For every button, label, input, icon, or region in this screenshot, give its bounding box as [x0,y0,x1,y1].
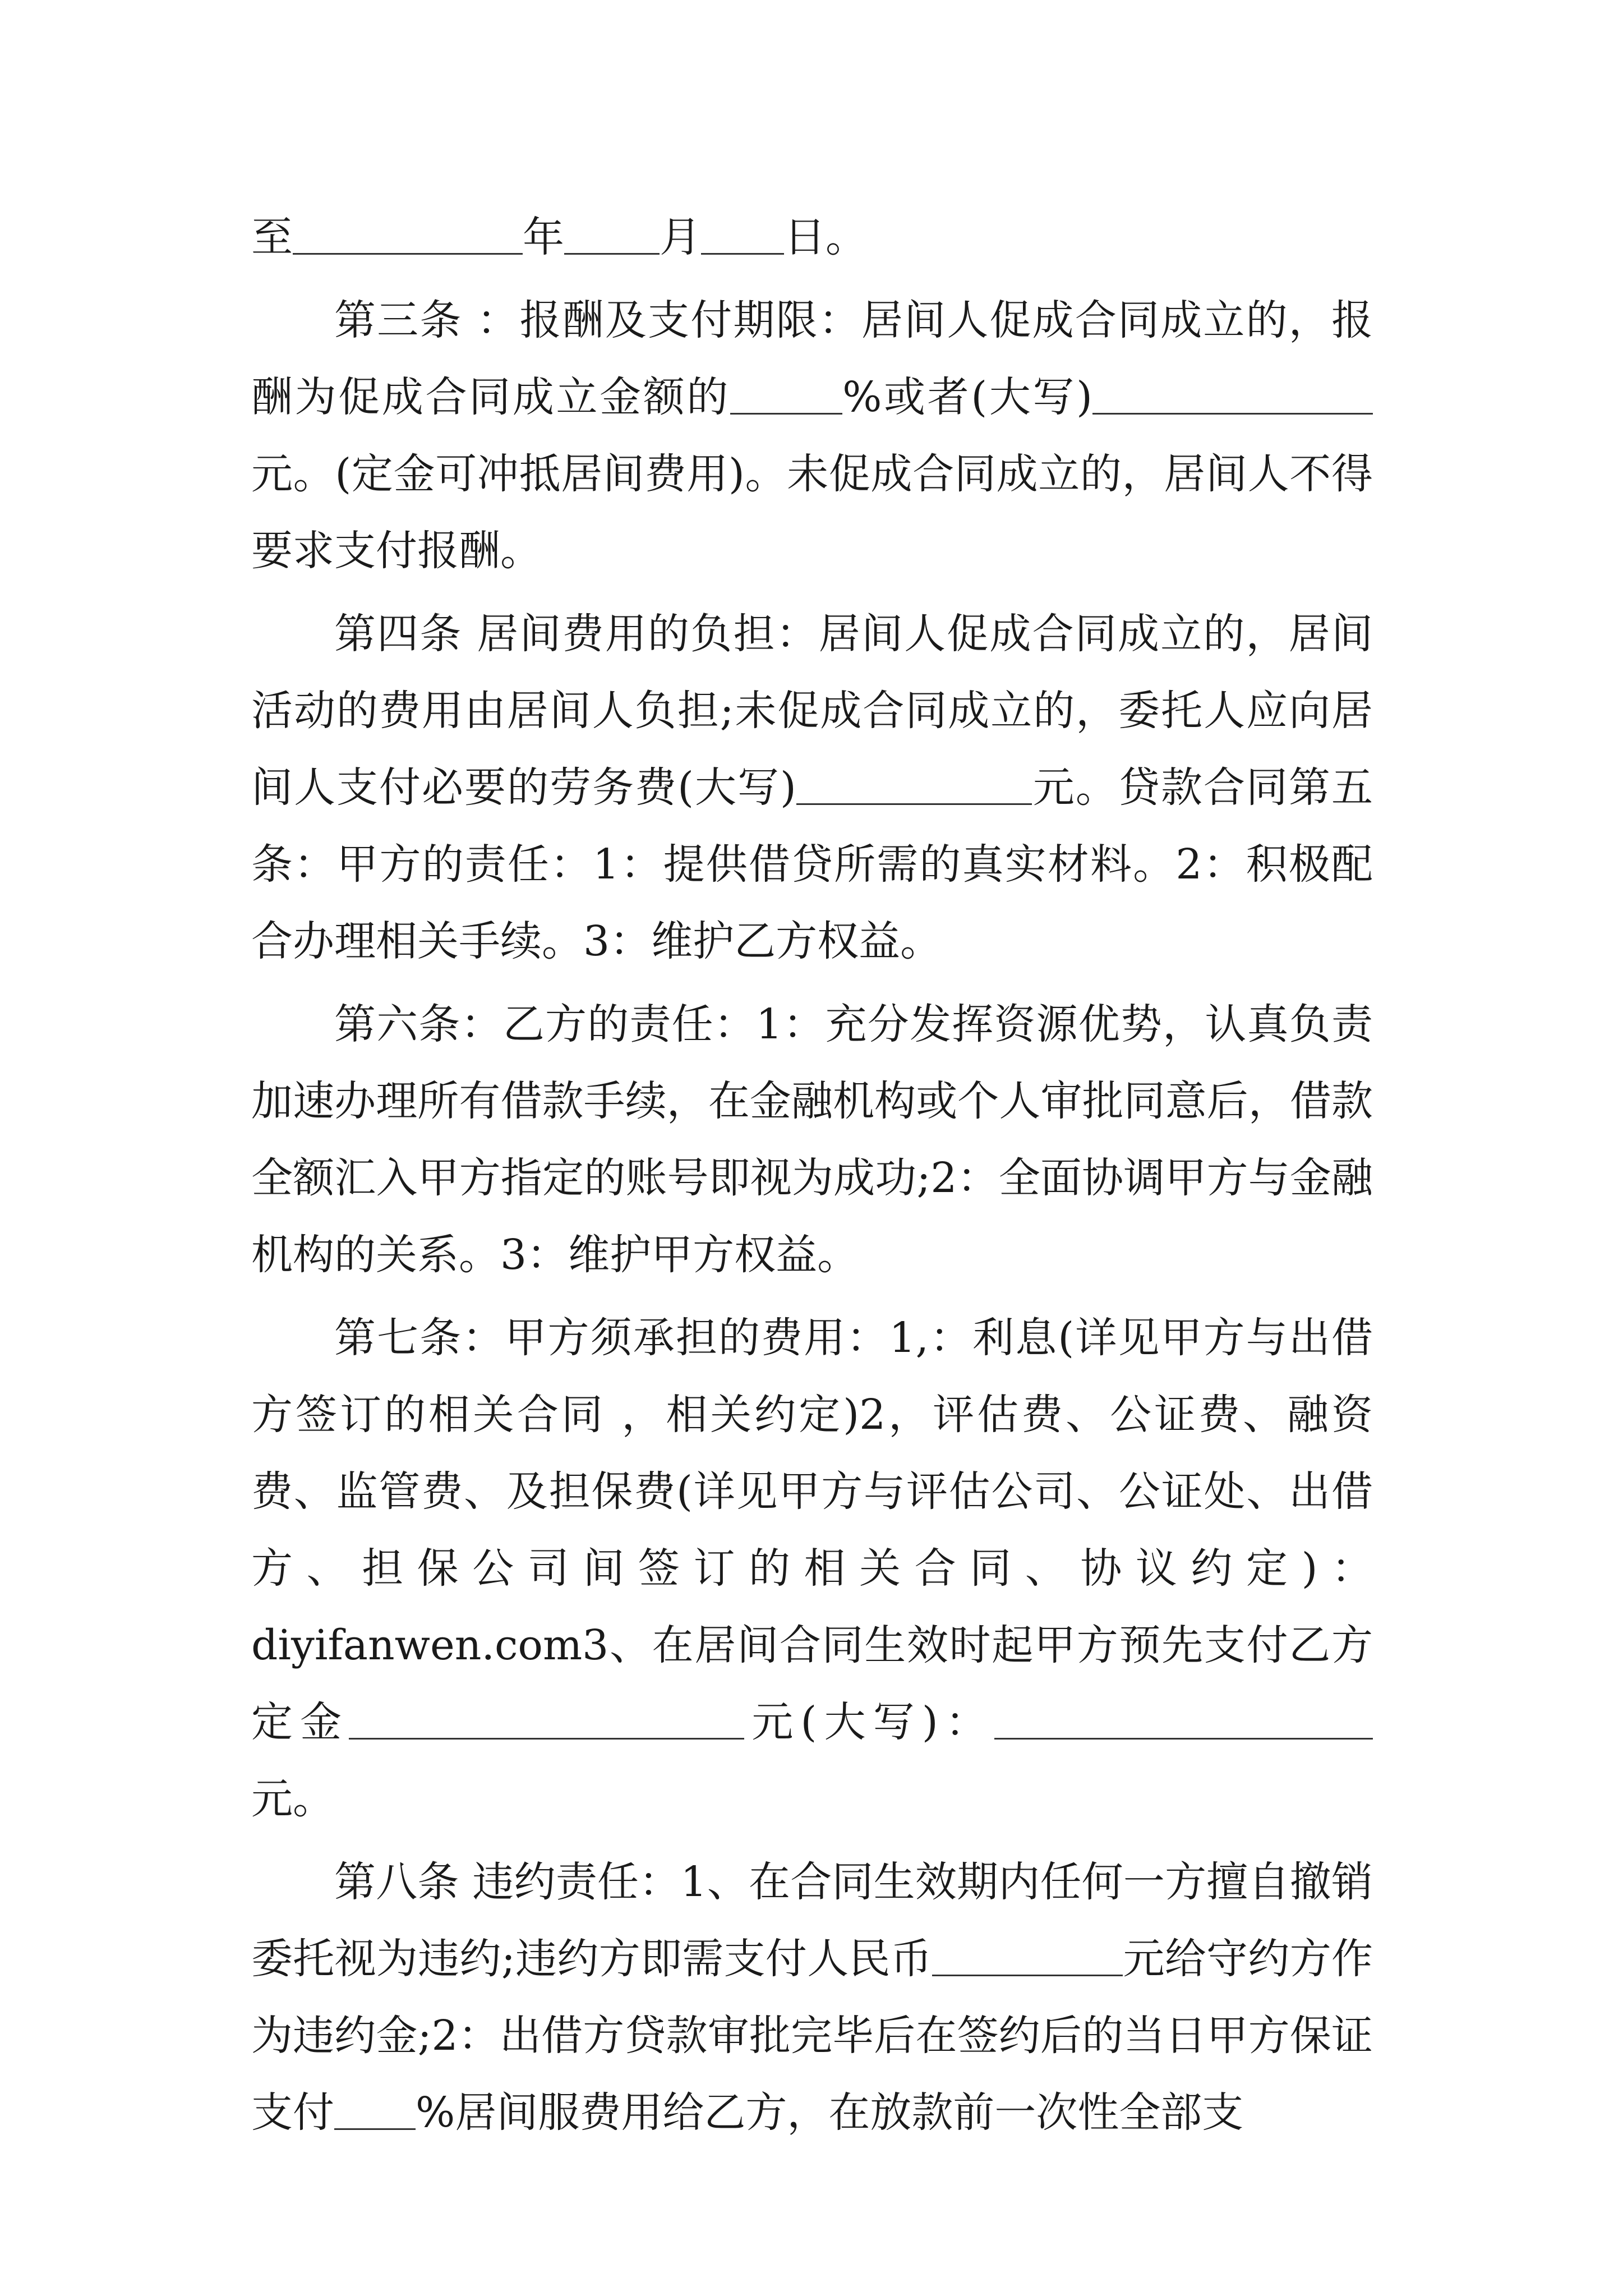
deposit-capital-blank [994,1696,1373,1740]
text-segment: 月 [660,213,701,261]
amount-blank [1092,371,1373,415]
day-blank [701,211,784,255]
text-segment: 元(大写)： [744,1698,994,1746]
deposit-blank [349,1696,744,1740]
month-blank [564,211,660,255]
article-4 [251,596,1373,980]
article-8 [251,1844,1373,2151]
text-segment: 至 [251,213,293,261]
text-segment: %或者(大写) [842,373,1092,421]
article-7 [251,1300,1373,1838]
document-body [251,199,1373,2157]
text-segment: 第七条：甲方须承担的费用：1,：利息(详见甲方与出借方签订的相关合同 ，相关约定)2，评估费、公证费、融资费、监管费、及担保费(详见甲方与评估公司、公证处、出借方、担保公司间签订的相关合同、协议约定)：diyifanwen.com3、在居间合同生效时起甲方预先支付乙方定金 [251,1314,1373,1746]
text-segment: 第四条 居间费用的负担：居间人促成合同成立的，居间活动的费用由居间人负担;未促成合同成立的，委托人应向居间人支付必要的劳务费(大写) [251,610,1373,812]
text-segment: 元。贷款合同第五条：甲方的责任：1：提供借贷所需的真实材料。2：积极配合办理相关手续。3：维护乙方权益。 [251,763,1373,965]
article-6 [251,986,1373,1294]
text-segment: 第六条：乙方的责任：1：充分发挥资源优势，认真负责加速办理所有借款手续，在金融机构或个人审批同意后，借款全额汇入甲方指定的账号即视为成功;2：全面协调甲方与金融机构的关系。3：维护甲方权益。 [251,1000,1373,1279]
penalty-blank [932,1933,1123,1976]
year-blank [293,211,523,255]
labor-fee-blank [796,762,1032,805]
text-segment: 第八条 违约责任：1、在合同生效期内任何一方擅自撤销委托视为违约;违约方即需支付人民币 [251,1858,1373,1983]
text-segment: %居间服费用给乙方，在放款前一次性全部支 [416,2088,1244,2137]
percent-blank [730,371,842,415]
article-3 [251,282,1373,590]
text-segment: 元。(定金可冲抵居间费用)。未促成合同成立的，居间人不得要求支付报酬。 [251,450,1373,575]
text-segment: 年 [523,213,564,261]
date-range-line [251,199,1373,276]
text-segment: 日。 [784,213,867,261]
text-segment: 第三条 ：报酬及支付期限：居间人促成合同成立的，报酬为促成合同成立金额的 [251,296,1373,421]
text-segment: 元。 [251,1775,334,1823]
text-segment: 元给守约方作为违约金;2：出借方贷款审批完毕后在签约后的当日甲方保证支付 [251,1935,1373,2137]
service-percent-blank [334,2087,416,2130]
